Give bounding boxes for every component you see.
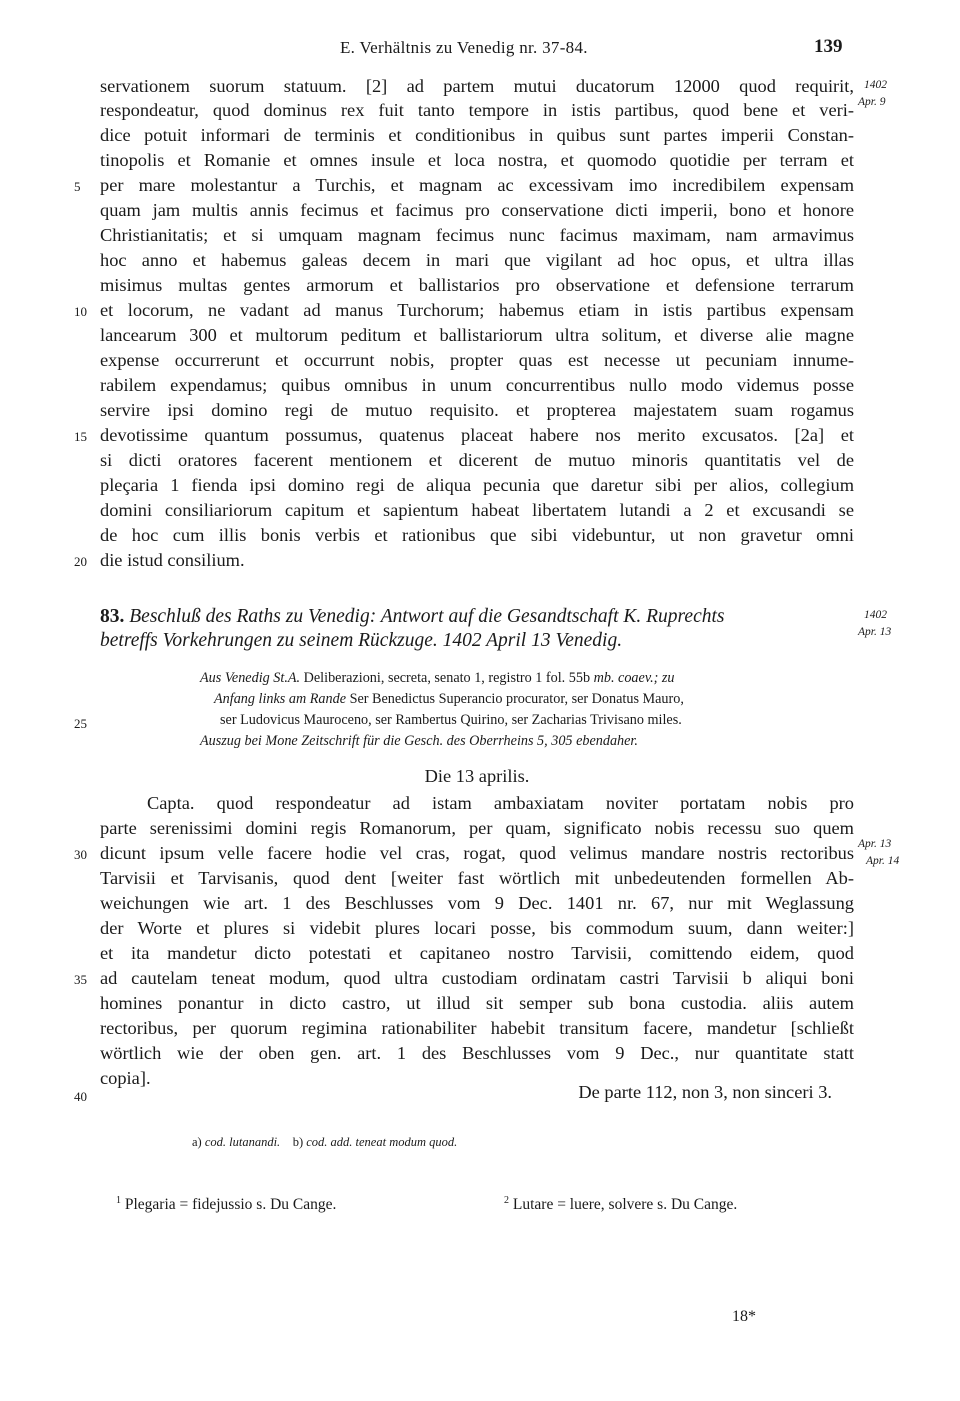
text-line: tinopolis et Romanie et omnes insule et loca nostra, et quomodo quotidie per terram et <box>100 150 854 170</box>
text-line: de hoc cum illis bonis verbis et rationibus que sibi videbuntur, ut non gravetur omni <box>100 525 854 545</box>
margin-year: 1402 <box>864 79 887 91</box>
heading-text: betreffs Vorkehrungen zu seinem Rückzuge. 1402 April 13 Venedig. <box>100 630 623 651</box>
text-line: hoc anno et habemus galeas decem in mari que vigilant ad hoc opus, et ultra illas <box>100 250 854 270</box>
text-line: rectoribus, per quorum regimina rationabiliter habebit transitum facere, mandetur [schließt <box>100 1018 854 1038</box>
text-line: Tarvisii et Tarvisanis, quod dent [weiter fast wörtlich mit unbedeutenden formellen Ab- <box>100 868 854 888</box>
running-header <box>0 38 960 62</box>
margin-date: Apr. 14 <box>866 855 900 867</box>
text-line: et locorum, ne vadant ad manus Turchorum; habemus etiam in istis partibus expensam <box>100 300 854 320</box>
document-number: 83. <box>100 606 125 627</box>
text-line: rabilem expendamus; quibus omnibus in unum concurrentibus nullo modo videmus posse <box>100 375 854 395</box>
margin-date: Apr. 13 <box>858 626 892 638</box>
line-number: 20 <box>74 554 87 569</box>
text-line: die istud consilium. <box>100 550 245 570</box>
line-number: 35 <box>74 972 87 987</box>
source-note-line <box>214 689 868 710</box>
text-line: servationem suorum statuum. [2] ad partem mutui ducatorum 12000 quod requirit, <box>100 76 854 96</box>
vote-result: De parte 112, non 3, non sinceri 3. <box>578 1082 832 1102</box>
footnote-mark: 1 <box>116 1195 121 1206</box>
footnote-1 <box>116 1195 336 1214</box>
running-title: E. Verhältnis zu Venedig nr. 37-84. <box>340 38 588 57</box>
line-number: 30 <box>74 847 87 862</box>
note-text: cod. add. teneat modum quod. <box>306 1135 458 1149</box>
source-note-line: ser Ludovicus Mauroceno, ser Rambertus Quirino, ser Zacharias Trivisano miles. <box>220 712 682 728</box>
text-line: expense occurrerunt et occurrunt nobis, propter quas est necesse ut pecuniam innume- <box>100 350 854 370</box>
text-line: respondeatur, quod dominus rex fuit tanto tempore in istis partibus, quod bene et veri- <box>100 100 854 120</box>
text-line: si dicti oratores facerent mentionem et dicerent de mutuo minoris quantitatis vel de <box>100 450 854 470</box>
names: Ser Benedictus Superancio procurator, ser Donatus Mauro, <box>349 691 684 707</box>
document-heading-line1 <box>100 604 854 630</box>
date-line: Die 13 aprilis. <box>424 766 530 786</box>
document-heading-line2 <box>100 628 854 654</box>
text-line: per mare molestantur a Turchis, et magnam ac excessivam imo incredibilem expensam <box>100 175 854 195</box>
heading-text: Beschluß des Raths zu Venedig: Antwort auf die Gesandtschaft K. Ruprechts <box>129 606 725 627</box>
footnote-mark: 2 <box>504 1195 509 1206</box>
sheet-signature: 18* <box>732 1308 756 1325</box>
footnote-2 <box>504 1195 737 1214</box>
source-note-line <box>200 731 854 752</box>
note-text: cod. lutanandi. <box>204 1135 281 1149</box>
margin-note-intro: Anfang links am Rande <box>214 691 347 707</box>
text-line: misimus multas gentes armorum et ballistarios pro observatione et defensione terrarum <box>100 275 854 295</box>
text-line: dice potuit informari de terminis et conditionibus in quibus sunt partes imperii Constan- <box>100 125 854 145</box>
text-line: servire ipsi domino regi de mutuo requisito. et propterea majestatem suam rogamus <box>100 400 854 420</box>
line-number: 25 <box>74 716 87 731</box>
text-line: homines ponantur in dicto castro, ut illud sit semper sub bona custodia. aliis autem <box>100 993 854 1013</box>
text-line: Capta. quod respondeatur ad istam ambaxiatam noviter portatam nobis pro <box>147 793 854 813</box>
note-label: b) <box>292 1135 304 1149</box>
text-line: pleçaria 1 fienda ipsi domino regi de aliqua pecunia que daretur sibi per alios, collegium <box>100 475 854 495</box>
text-line: Christianitatis; et si umquam magnam fecimus nunc facimus maximam, nam armavimus <box>100 225 854 245</box>
text-line: weichungen wie art. 1 des Beschlusses vom 9 Dec. 1401 nr. 67, nur mit Weglassung <box>100 893 854 913</box>
note-label: a) <box>192 1135 202 1149</box>
margin-date: Apr. 13 <box>858 838 892 850</box>
source-note-line <box>200 668 854 689</box>
text-line: dicunt ipsum velle facere hodie vel cras, rogat, quod velimus mandare nostris rectoribus <box>100 843 854 863</box>
text-line: parte serenissimi domini regis Romanorum, per quam, significato nobis recessu suo quem <box>100 818 854 838</box>
line-number: 5 <box>74 179 81 194</box>
text-line: ad cautelam teneat modum, quod ultra custodiam ordinatam castri Tarvisii b aliqui boni <box>100 968 854 988</box>
margin-year: 1402 <box>864 609 887 621</box>
archive-ref: Deliberazioni, secreta, senato 1, registro 1 fol. 55b <box>303 670 591 686</box>
archive-note: mb. coaev.; zu <box>593 670 675 686</box>
textual-notes <box>192 1135 457 1150</box>
line-number: 10 <box>74 304 87 319</box>
line-number: 15 <box>74 429 87 444</box>
text-line: et ita mandetur dicto potestati et capitaneo nostro Tarvisii, comittendo eidem, quod <box>100 943 854 963</box>
footnote-text: Plegaria = fidejussio s. Du Cange. <box>124 1196 337 1214</box>
text-line: lancearum 300 et multorum peditum et ballistariorum ultra solitum, et diverse alie magne <box>100 325 854 345</box>
text-line: domini consiliariorum capitum et sapientum habeat libertatem lutandi a 2 et excusandi se <box>100 500 854 520</box>
text-line: copia]. <box>100 1068 151 1088</box>
text-line: devotissime quantum possumus, quatenus placeat habere nos merito excusatos. [2a] et <box>100 425 854 445</box>
text-line: quam jam multis annis fecimus et facimus pro conservatione dicti imperii, bono et honore <box>100 200 854 220</box>
text-line: wörtlich wie der oben gen. art. 1 des Beschlusses vom 9 Dec., nur quantitate statt <box>100 1043 854 1063</box>
footnote-text: Lutare = luere, solvere s. Du Cange. <box>512 1196 738 1214</box>
margin-date: Apr. 9 <box>858 96 886 108</box>
line-number: 40 <box>74 1089 87 1104</box>
text-line: der Worte et plures si videbit plures locari posse, bis commodum suum, dann weiter:] <box>100 918 854 938</box>
edition-note: Auszug bei Mone Zeitschrift für die Gesch. des Oberrheins 5, 305 ebendaher. <box>200 733 638 749</box>
archive-name: Aus Venedig St.A. <box>200 670 301 686</box>
page-number: 139 <box>814 36 843 57</box>
